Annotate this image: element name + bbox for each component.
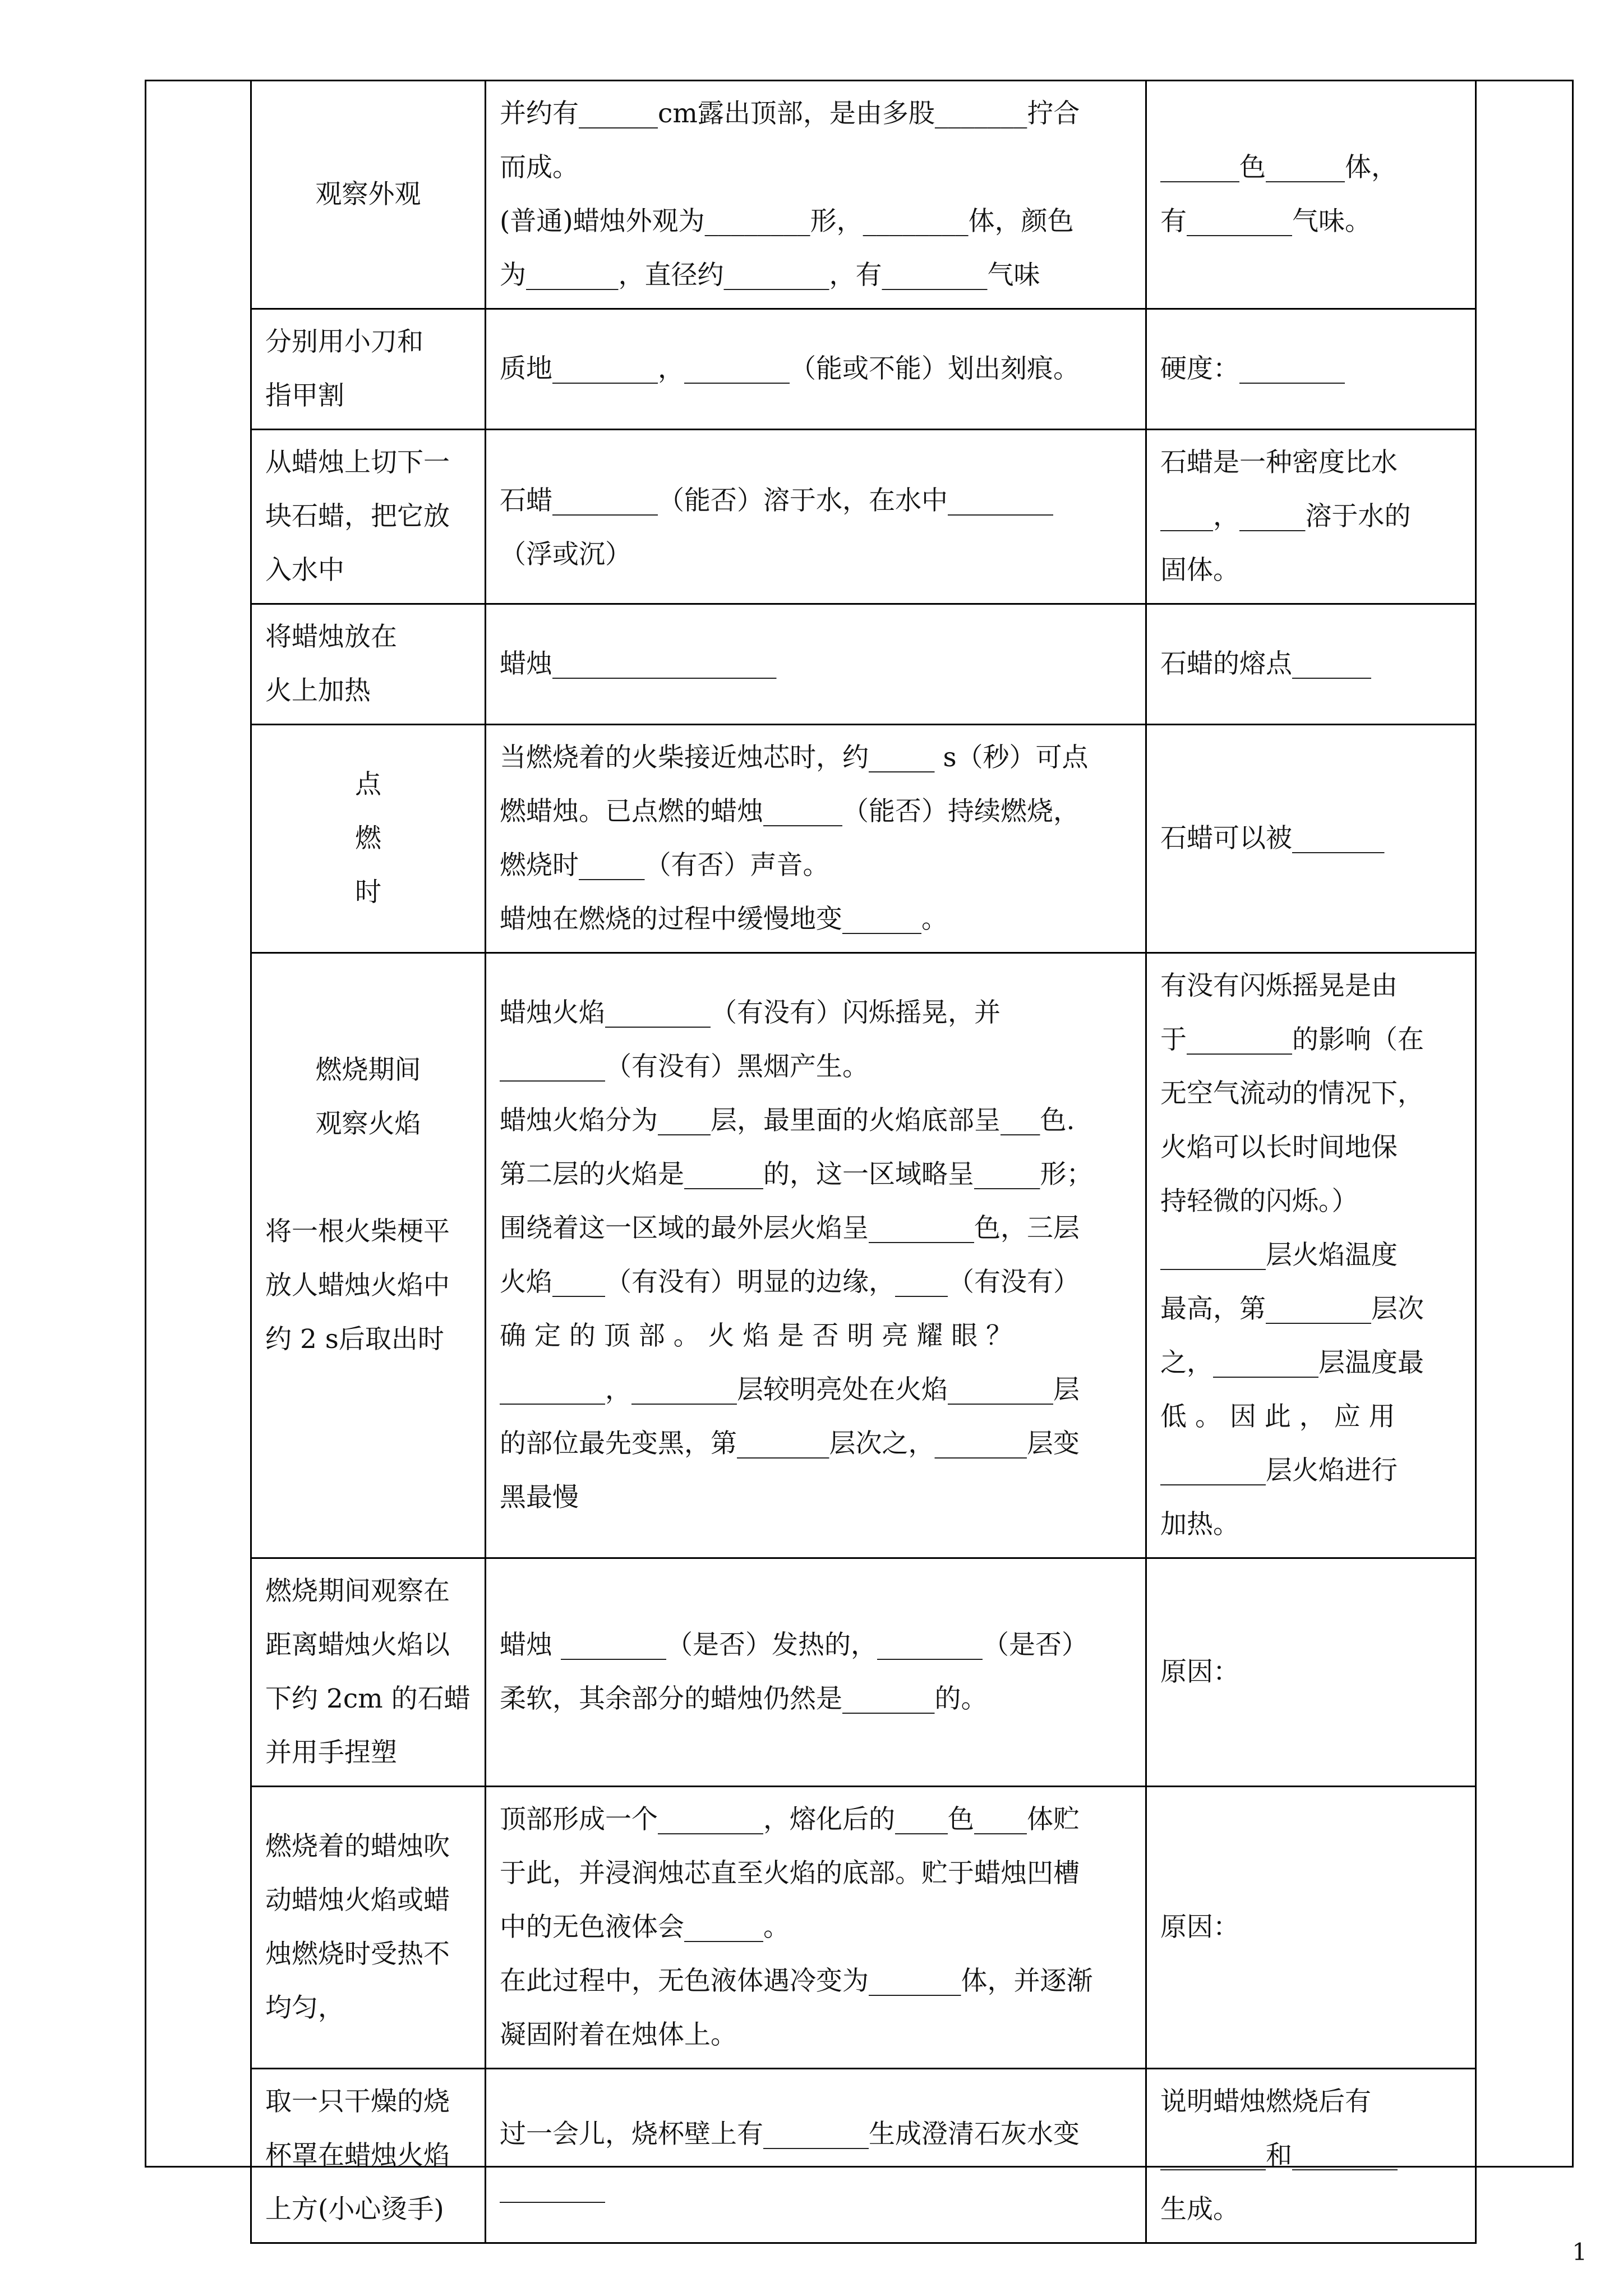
row-label: 从蜡烛上切下一 [265,447,450,478]
row-label: 时 [355,877,381,908]
row-result-cell [1146,953,1476,1558]
row-label: 将蜡烛放在 [265,622,397,652]
result-line: 固体。 [1160,555,1239,586]
content-line: 蜡烛在燃烧的过程中缓慢地变______。 [500,904,948,935]
row-result-cell [1146,309,1476,430]
row-label: 燃 [355,823,381,854]
content-line: 蜡烛_________________ [500,648,777,679]
result-line: 最高，第________层次 [1160,1294,1424,1324]
row-label-cell [251,2069,486,2243]
content-line: ________，________层较明亮处在火焰________层 [500,1374,1080,1405]
table-row [251,1787,1476,2069]
result-line: 有没有闪烁摇晃是由 [1160,970,1398,1001]
result-line: 无空气流动的情况下， [1160,1078,1424,1109]
content-line: 中的无色液体会______。 [500,1912,790,1943]
row-label: 入水中 [265,555,344,586]
result-line: 有________气味。 [1160,206,1371,237]
content-line: （浮或沉） [500,539,631,570]
content-line: 柔软，其余部分的蜡烛仍然是_______的。 [500,1683,988,1714]
experiment-table [250,80,1477,2244]
content-line: ________（有没有）黑烟产生。 [500,1051,869,1082]
result-line: ______色______体， [1160,152,1398,183]
table-row [251,1558,1476,1787]
result-line: 原因： [1160,1657,1239,1687]
content-line: 当燃烧着的火柴接近烛芯时，约_____ s（秒）可点 [500,742,1089,773]
content-line: 燃烧时_____（有否）声音。 [500,850,829,881]
row-label: 并用手捏塑 [265,1737,397,1768]
content-line: 第二层的火焰是______的，这一区域略呈_____形； [500,1159,1093,1190]
row-label-cell [251,81,486,309]
table-row [251,604,1476,725]
content-line: 石蜡________（能否）溶于水，在水中________ [500,485,1053,516]
result-line: 石蜡的熔点______ [1160,648,1371,679]
row-label: 块石蜡，把它放 [265,501,450,532]
row-label: 烛燃烧时受热不 [265,1939,450,1970]
table-row [251,725,1476,953]
row-content-cell [486,725,1146,953]
row-content-cell [486,2069,1146,2243]
content-line: ________ [500,2173,605,2203]
row-label: 燃烧着的蜡烛吹 [265,1831,450,1862]
content-line: 在此过程中，无色液体遇冷变为_______体，并逐渐 [500,1966,1093,1996]
result-line: 持轻微的闪烁。） [1160,1186,1358,1217]
row-label-cell [251,309,486,430]
row-label: 燃烧期间观察在 [265,1576,450,1607]
content-line: 为_______，直径约________，有________气味 [500,260,1040,291]
row-label: 火上加热 [265,675,371,706]
content-line: 围绕着这一区域的最外层火焰呈________色，三层 [500,1213,1080,1244]
row-label: 观察火焰 [315,1108,421,1139]
content-line: (普通)蜡烛外观为________形，________体，颜色 [500,206,1074,237]
content-line: 蜡烛 ________（是否）发热的，________（是否） [500,1630,1088,1660]
experiment-table-body [251,81,1476,2243]
result-line: 火焰可以长时间地保 [1160,1132,1398,1163]
row-content-cell [486,604,1146,725]
result-line: 说明蜡烛燃烧后有 [1160,2086,1371,2117]
result-line: ________层火焰温度 [1160,1240,1398,1271]
result-line: ____，_____溶于水的 [1160,501,1411,532]
row-result-cell [1146,1787,1476,2069]
row-label: 观察外观 [315,179,421,210]
row-label-cell [251,953,486,1558]
content-line: 火焰____（有没有）明显的边缘，____（有没有） [500,1267,1080,1297]
content-line: 质地________，________（能或不能）划出刻痕。 [500,353,1080,384]
row-label: 点 [355,769,381,800]
row-label: 距离蜡烛火焰以 [265,1630,450,1660]
row-result-cell [1146,725,1476,953]
row-label: 下约 2cm 的石蜡 [265,1683,471,1714]
page-number: 1 [1572,2238,1587,2266]
table-row [251,81,1476,309]
content-line: 并约有______cm露出顶部，是由多股_______拧合 [500,98,1080,129]
row-content-cell [486,81,1146,309]
row-result-cell [1146,2069,1476,2243]
content-line: 蜡烛火焰________（有没有）闪烁摇晃，并 [500,997,1000,1028]
row-content-cell [486,953,1146,1558]
content-line: 黑最慢 [500,1482,579,1513]
result-line: 原因： [1160,1912,1239,1943]
row-label: 燃烧期间 [315,1055,421,1085]
row-label-cell [251,1787,486,2069]
row-label-cell [251,1558,486,1787]
row-label-cell [251,725,486,953]
result-line: 石蜡可以被_______ [1160,823,1385,854]
row-content-cell [486,1558,1146,1787]
result-line: 于________的影响（在 [1160,1024,1424,1055]
row-label-cell [251,430,486,604]
table-row [251,953,1476,1558]
content-line: 凝固附着在烛体上。 [500,2019,737,2050]
row-result-cell [1146,81,1476,309]
table-row [251,2069,1476,2243]
content-line: 过一会儿，烧杯壁上有________生成澄清石灰水变 [500,2119,1080,2150]
result-line: 硬度：________ [1160,353,1345,384]
table-row [251,430,1476,604]
row-label: 约 2 s后取出时 [265,1324,444,1355]
content-line: 顶部形成一个________，熔化后的____色____体贮 [500,1804,1080,1835]
row-label: 均匀， [265,1993,344,2023]
result-line: 石蜡是一种密度比水 [1160,447,1398,478]
row-label: 上方(小心烫手) [265,2194,444,2225]
row-label: 杯罩在蜡烛火焰 [265,2140,450,2171]
content-line: 燃蜡烛。已点燃的蜡烛______（能否）持续燃烧， [500,796,1080,827]
content-line: 于此，并浸润烛芯直至火焰的底部。贮于蜡烛凹槽 [500,1858,1080,1889]
row-label: 放人蜡烛火焰中 [265,1270,450,1301]
row-label: 分别用小刀和 [265,326,423,357]
row-label: 动蜡烛火焰或蜡 [265,1885,450,1916]
row-result-cell [1146,604,1476,725]
row-content-cell [486,1787,1146,2069]
result-line: ________层火焰进行 [1160,1455,1398,1486]
spacer [265,1151,471,1205]
row-label: 取一只干燥的烧 [265,2086,450,2117]
row-content-cell [486,309,1146,430]
table-row [251,309,1476,430]
row-label: 指甲割 [265,380,344,411]
row-label-cell [251,604,486,725]
result-line: 生成。 [1160,2194,1239,2225]
result-line: ________和________ [1160,2140,1398,2171]
content-line: 蜡烛火焰分为____层，最里面的火焰底部呈___色. [500,1105,1075,1136]
row-label: 将一根火柴梗平 [265,1216,450,1247]
row-result-cell [1146,430,1476,604]
result-line: 加热。 [1160,1509,1239,1540]
row-content-cell [486,430,1146,604]
result-line: 低 。 因 此 ， 应 用 [1160,1401,1395,1432]
content-line: 而成。 [500,152,579,183]
row-result-cell [1146,1558,1476,1787]
result-line: 之，________层温度最 [1160,1347,1424,1378]
content-line: 确 定 的 顶 部 。 火 焰 是 否 明 亮 耀 眼 ？ [500,1320,1013,1351]
content-line: 的部位最先变黑，第_______层次之，_______层变 [500,1428,1080,1459]
